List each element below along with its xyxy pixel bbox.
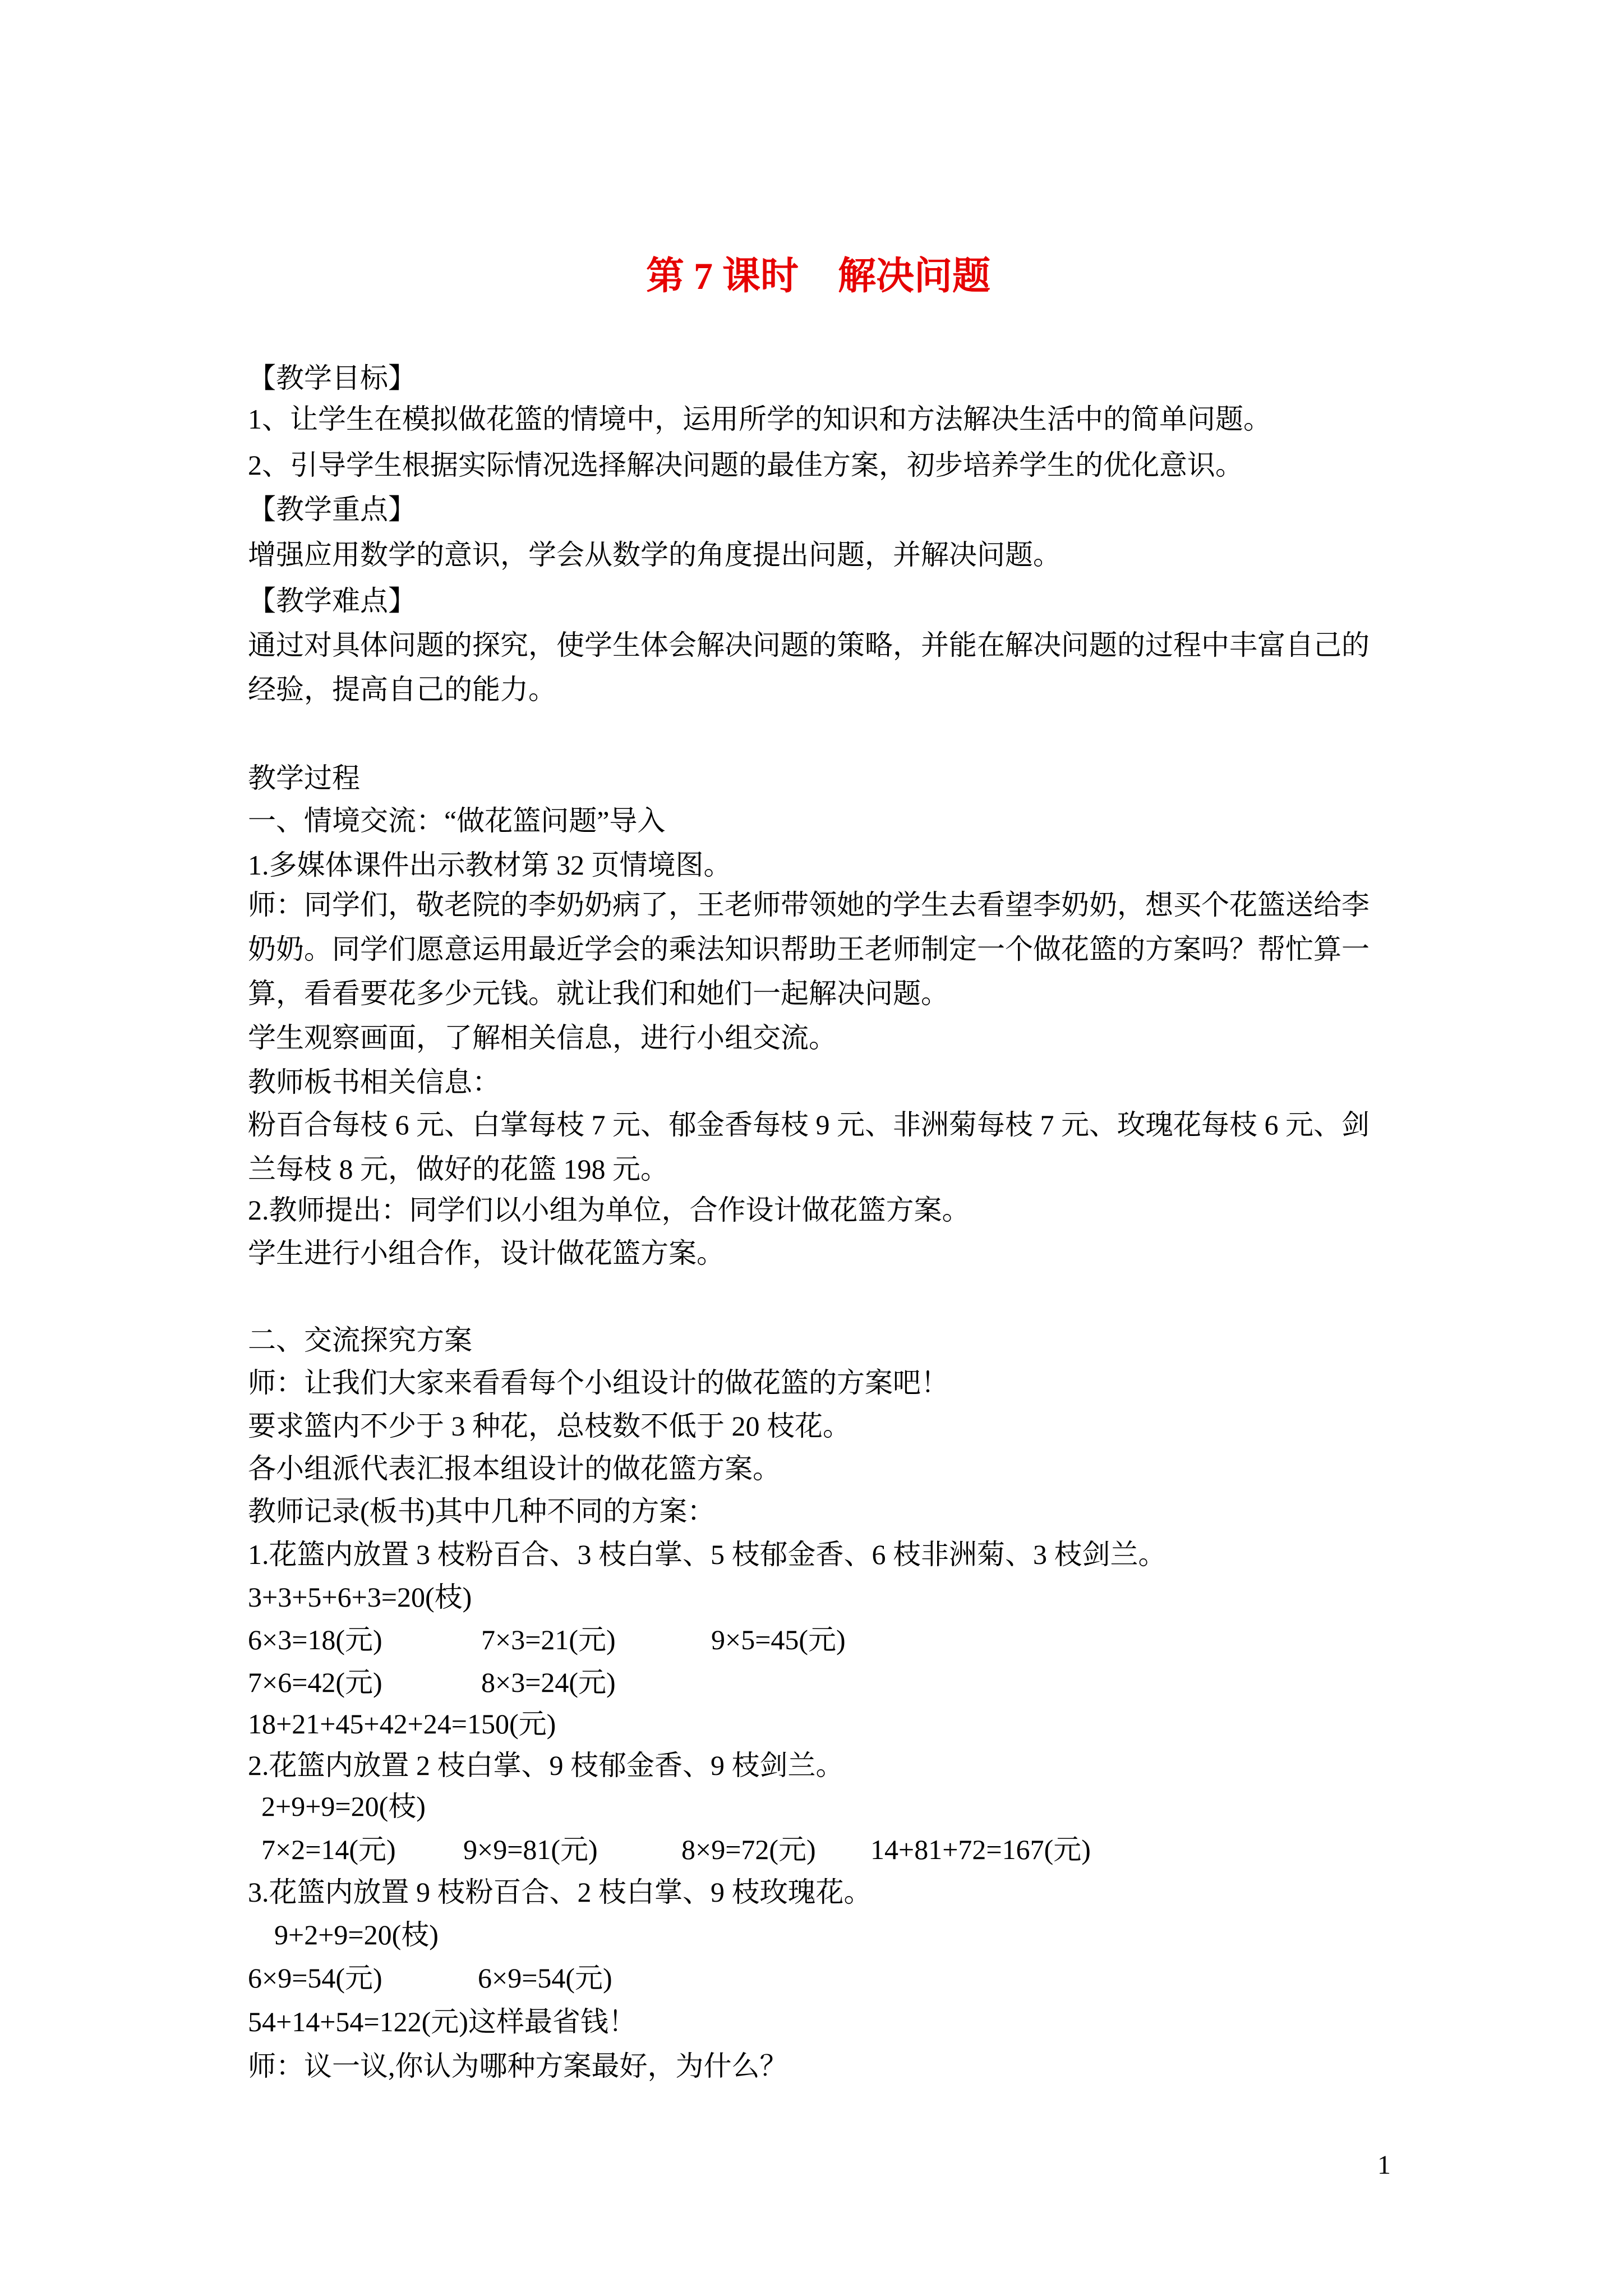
key-points-heading: 【教学重点】 <box>248 494 416 525</box>
plan-count-formula: 3+3+5+6+3=20(枝) <box>248 1581 472 1613</box>
plan-total-formula: 14+81+72=167(元) <box>870 1834 1091 1865</box>
plan-cost-formula: 9×5=45(元) <box>711 1624 846 1655</box>
difficulties-heading: 【教学难点】 <box>248 585 416 616</box>
plan-count-formula: 2+9+9=20(枝) <box>261 1791 426 1822</box>
part1-line: 1.多媒体课件出示教材第 32 页情境图。 <box>248 849 732 881</box>
objectives-heading: 【教学目标】 <box>248 362 416 394</box>
plan-title: 2.花篮内放置 2 枝白掌、9 枝郁金香、9 枝剑兰。 <box>248 1750 844 1781</box>
plan-cost-formula: 6×9=54(元) <box>478 1962 612 1994</box>
part1-line: 奶奶。同学们愿意运用最近学会的乘法知识帮助王老师制定一个做花篮的方案吗？帮忙算一 <box>248 933 1370 965</box>
part1-line: 算，看看要花多少元钱。就让我们和她们一起解决问题。 <box>248 978 949 1009</box>
key-points-text: 增强应用数学的意识，学会从数学的角度提出问题，并解决问题。 <box>248 539 1061 570</box>
difficulties-text-line: 通过对具体问题的探究，使学生体会解决问题的策略，并能在解决问题的过程中丰富自己的 <box>248 629 1370 661</box>
part2-line: 要求篮内不少于 3 种花，总枝数不低于 20 枝花。 <box>248 1410 851 1442</box>
lesson-topic: 解决问题 <box>838 255 991 297</box>
plan-cost-formula: 8×3=24(元) <box>481 1667 616 1698</box>
plan-cost-formula: 6×9=54(元) <box>248 1962 382 1994</box>
part2-heading: 二、交流探究方案 <box>248 1324 472 1356</box>
plan-cost-formula: 6×3=18(元) <box>248 1624 382 1655</box>
plan-total-formula: 54+14+54=122(元)这样最省钱！ <box>248 2006 637 2037</box>
plan-cost-formula: 7×6=42(元) <box>248 1667 382 1698</box>
part1-line: 学生观察画面，了解相关信息，进行小组交流。 <box>248 1022 837 1053</box>
plan-cost-formula: 8×9=72(元) <box>681 1834 816 1865</box>
part1-line: 学生进行小组合作，设计做花篮方案。 <box>248 1237 725 1269</box>
part2-line: 师：让我们大家来看看每个小组设计的做花篮的方案吧！ <box>248 1367 949 1398</box>
plan-cost-formula: 7×3=21(元) <box>481 1624 616 1655</box>
part2-line: 教师记录(板书)其中几种不同的方案： <box>248 1496 716 1527</box>
plan-title: 3.花篮内放置 9 枝粉百合、2 枝白掌、9 枝玫瑰花。 <box>248 1876 872 1908</box>
part1-line: 教师板书相关信息： <box>248 1066 500 1098</box>
part1-line: 粉百合每枝 6 元、白掌每枝 7 元、郁金香每枝 9 元、非洲菊每枝 7 元、玫瑰花每枝 6 元、剑 <box>248 1109 1370 1140</box>
plan-cost-formula: 7×2=14(元) <box>261 1834 396 1865</box>
lesson-number: 第 7 课时 <box>646 255 799 297</box>
part2-line: 各小组派代表汇报本组设计的做花篮方案。 <box>248 1453 781 1484</box>
process-heading: 教学过程 <box>248 762 360 794</box>
plan-count-formula: 9+2+9=20(枝) <box>274 1919 439 1950</box>
objective-item: 2、引导学生根据实际情况选择解决问题的最佳方案，初步培养学生的优化意识。 <box>248 449 1243 481</box>
part1-heading: 一、情境交流：“做花篮问题”导入 <box>248 805 666 836</box>
difficulties-text-line: 经验，提高自己的能力。 <box>248 674 556 705</box>
plan-cost-formula: 9×9=81(元) <box>463 1834 598 1865</box>
plan-total-formula: 18+21+45+42+24=150(元) <box>248 1708 556 1740</box>
closing-question: 师：议一议,你认为哪种方案最好，为什么？ <box>248 2050 788 2082</box>
part1-line: 师：同学们，敬老院的李奶奶病了，王老师带领她的学生去看望李奶奶，想买个花篮送给李 <box>248 889 1370 921</box>
objective-item: 1、让学生在模拟做花篮的情境中，运用所学的知识和方法解决生活中的简单问题。 <box>248 403 1271 435</box>
page-number: 1 <box>1377 2150 1391 2180</box>
part1-line: 兰每枝 8 元，做好的花篮 198 元。 <box>248 1153 668 1185</box>
plan-title: 1.花篮内放置 3 枝粉百合、3 枝白掌、5 枝郁金香、6 枝非洲菊、3 枝剑兰。 <box>248 1539 1166 1570</box>
part1-line: 2.教师提出：同学们以小组为单位，合作设计做花篮方案。 <box>248 1194 970 1226</box>
